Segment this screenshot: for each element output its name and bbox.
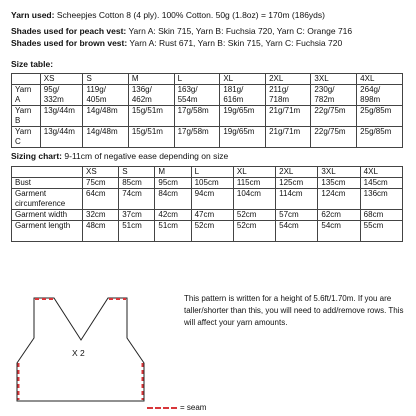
table-cell: 19g/65m — [220, 106, 266, 127]
table-cell: 211g/ 718m — [266, 85, 311, 106]
table-cell: 75cm — [83, 178, 119, 189]
header-cell: L — [174, 74, 220, 85]
table-cell: 47cm — [191, 210, 233, 221]
table-cell: 25g/85m — [357, 127, 403, 148]
table-cell: 95g/ 332m — [40, 85, 83, 106]
table-cell: 115cm — [233, 178, 275, 189]
table-cell: 95cm — [155, 178, 191, 189]
table-cell: 264g/ 898m — [357, 85, 403, 106]
height-note: This pattern is written for a height of 5.6ft/1.70m. If you are taller/shorter than this, you will need to add/remove rows. This will affect your yarn amounts. — [184, 294, 404, 327]
table-cell: 22g/75m — [311, 127, 357, 148]
table-cell: 32cm — [83, 210, 119, 221]
table-cell: 104cm — [233, 189, 275, 210]
yarn-used-label: Yarn used: — [11, 10, 55, 20]
table-cell: 119g/ 405m — [83, 85, 128, 106]
header-cell: L — [191, 167, 233, 178]
table-cell: 230g/ 782m — [311, 85, 357, 106]
table-cell: 94cm — [191, 189, 233, 210]
table-cell: 25g/85m — [357, 106, 403, 127]
table-cell: 19g/65m — [220, 127, 266, 148]
seam-legend — [147, 403, 206, 412]
table-cell: 42cm — [155, 210, 191, 221]
table-cell: 17g/58m — [174, 106, 220, 127]
header-cell: 3XL — [318, 167, 360, 178]
size-table-title: Size table: — [11, 59, 54, 69]
brown-shades-text: Yarn A: Rust 671, Yarn B: Skin 715, Yarn C: Fuchsia 720 — [129, 38, 343, 48]
table-cell: 74cm — [119, 189, 155, 210]
sizing-chart-subtitle: 9-11cm of negative ease depending on size — [64, 151, 229, 161]
table-cell: 21g/71m — [266, 106, 311, 127]
table-cell: 124cm — [318, 189, 360, 210]
header-cell: 2XL — [276, 167, 318, 178]
header-cell: 2XL — [266, 74, 311, 85]
table-cell: 114cm — [276, 189, 318, 210]
table-cell: 13g/44m — [40, 127, 83, 148]
table-cell: 64cm — [83, 189, 119, 210]
header-cell: 4XL — [357, 74, 403, 85]
table-cell: 62cm — [318, 210, 360, 221]
row-label: Garment width — [12, 210, 83, 221]
table-cell: 145cm — [360, 178, 402, 189]
row-label: Garment circumference — [12, 189, 83, 210]
table-cell: 51cm — [119, 221, 155, 242]
peach-shades-text: Yarn A: Skin 715, Yarn B: Fuchsia 720, Yarn C: Orange 716 — [128, 26, 353, 36]
table-cell: 15g/51m — [128, 106, 174, 127]
table-cell: 105cm — [191, 178, 233, 189]
header-cell: XS — [40, 74, 83, 85]
table-cell: 136cm — [360, 189, 402, 210]
seam-swatch — [147, 407, 177, 409]
row-label: Garment length — [12, 221, 83, 242]
header-cell: XS — [83, 167, 119, 178]
table-cell: 54cm — [276, 221, 318, 242]
table-cell: 68cm — [360, 210, 402, 221]
table-cell: 84cm — [155, 189, 191, 210]
header-cell: 3XL — [311, 74, 357, 85]
seam-legend-label: = seam — [180, 403, 207, 412]
table-cell: 57cm — [276, 210, 318, 221]
table-cell: 15g/51m — [128, 127, 174, 148]
header-cell: S — [83, 74, 128, 85]
peach-shades-label: Shades used for peach vest: — [11, 26, 127, 36]
table-cell: 52cm — [191, 221, 233, 242]
table-cell: 181g/ 616m — [220, 85, 266, 106]
table-cell: 48cm — [83, 221, 119, 242]
table-cell: 14g/48m — [83, 106, 128, 127]
table-cell: 21g/71m — [266, 127, 311, 148]
table-cell: 125cm — [276, 178, 318, 189]
yarn-used-text: Scheepjes Cotton 8 (4 ply). 100% Cotton. 50g (1.8oz) = 170m (186yds) — [56, 10, 325, 20]
table-cell: 17g/58m — [174, 127, 220, 148]
table-cell: 52cm — [233, 210, 275, 221]
header-cell: 4XL — [360, 167, 402, 178]
table-cell: 37cm — [119, 210, 155, 221]
row-label: Bust — [12, 178, 83, 189]
row-label: Yarn B — [12, 106, 41, 127]
table-cell: 135cm — [318, 178, 360, 189]
table-cell: 163g/ 554m — [174, 85, 220, 106]
header-cell: XL — [233, 167, 275, 178]
table-cell: 54cm — [318, 221, 360, 242]
table-cell: 85cm — [119, 178, 155, 189]
sizing-chart-title: Sizing chart: — [11, 151, 63, 161]
header-cell: S — [119, 167, 155, 178]
table-cell: 51cm — [155, 221, 191, 242]
table-cell: 14g/48m — [83, 127, 128, 148]
header-cell: XL — [220, 74, 266, 85]
table-cell: 55cm — [360, 221, 402, 242]
table-cell: 52cm — [233, 221, 275, 242]
row-label: Yarn A — [12, 85, 41, 106]
diagram-multiplier: X 2 — [72, 348, 85, 358]
table-cell: 136g/ 462m — [128, 85, 174, 106]
brown-shades-label: Shades used for brown vest: — [11, 38, 128, 48]
header-cell: M — [155, 167, 191, 178]
row-label: Yarn C — [12, 127, 41, 148]
header-cell: M — [128, 74, 174, 85]
table-cell: 22g/75m — [311, 106, 357, 127]
table-cell: 13g/44m — [40, 106, 83, 127]
